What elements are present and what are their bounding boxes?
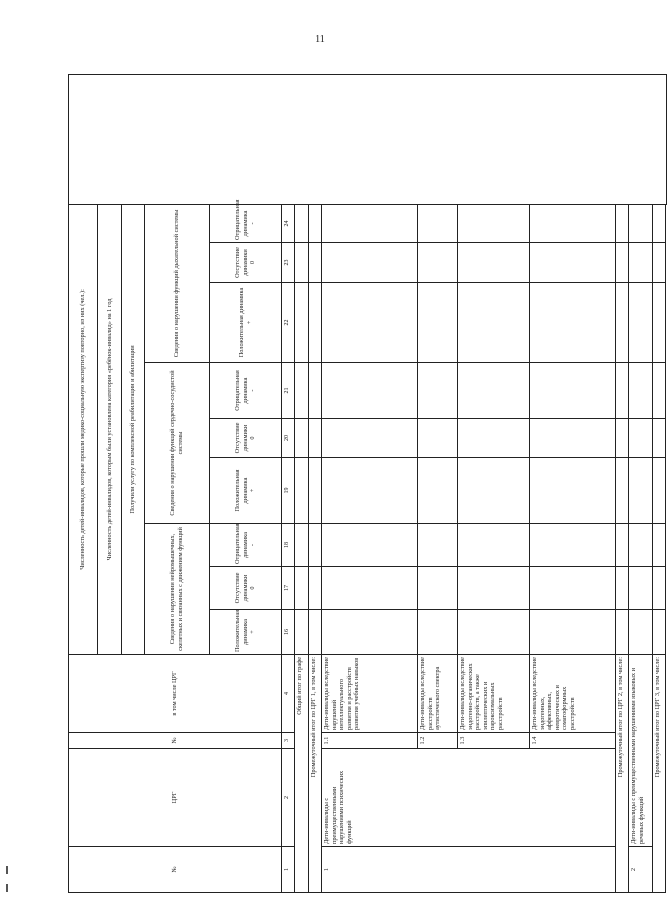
header-title-main: Численность детей-инвалидов, которые прошли медико-социальную экспертизу повторно, из них (чел.): [69, 204, 98, 654]
header-group-cardiovascular: Сведения о нарушении функций сердечно-сосудистой системы [145, 363, 210, 524]
row-1-4-number: 1.4 [530, 733, 616, 749]
row-1-3-number: 1.3 [458, 733, 530, 749]
header-group-neuromuscular: Сведения о нарушении нейромышечных, скелетных и связанных с движением функций [145, 524, 210, 655]
dyn-neg-label: Отрицательная динамика [234, 199, 249, 240]
page-number: 11 [315, 34, 325, 45]
data-cell [653, 524, 666, 567]
data-cell [616, 204, 629, 242]
rotated-page-area [68, 75, 661, 893]
data-cell [295, 458, 309, 524]
data-cell [653, 363, 666, 419]
header-dyn-zero-3 [210, 243, 282, 283]
dyn-neg-sign: - [249, 222, 257, 225]
column-number: 22 [282, 283, 295, 363]
data-cell [309, 204, 322, 242]
form-table [68, 74, 667, 893]
data-cell [418, 243, 458, 283]
row-1-2-number: 1.2 [418, 733, 458, 749]
dyn-zero-label: Отсутствие динамики [234, 572, 249, 604]
row-1-3-text: Дети-инвалиды вследствие эндогенно-органических расстройств, а также эпилептических и пароксизмальных расстройств [458, 655, 530, 733]
data-cell [653, 610, 666, 655]
data-cell [629, 610, 653, 655]
data-cell [616, 458, 629, 524]
row-1-1-number: 1.1 [322, 733, 418, 749]
data-cell [530, 524, 616, 567]
data-cell [629, 283, 653, 363]
dyn-zero-sign: 0 [249, 586, 257, 590]
data-cell [458, 243, 530, 283]
data-cell [653, 283, 666, 363]
data-cell [530, 419, 616, 458]
data-cell [309, 567, 322, 610]
data-cell [458, 363, 530, 419]
header-dyn-neg-1 [210, 524, 282, 567]
dyn-pos-sign: + [249, 488, 257, 493]
data-cell [653, 204, 666, 242]
data-cell [295, 524, 309, 567]
header-title-sub: Численность детей-инвалидов, которым были установлена категория «ребёнок-инвалид» на 1 год [98, 204, 122, 654]
total-row-label: Общий итог по графе [295, 655, 309, 893]
header-dyn-neg-3 [210, 199, 282, 242]
data-cell [322, 458, 418, 524]
data-cell [530, 363, 616, 419]
data-cell [322, 363, 418, 419]
data-cell [322, 243, 418, 283]
data-cell [616, 283, 629, 363]
data-cell [418, 524, 458, 567]
data-cell [295, 567, 309, 610]
column-number: 23 [282, 243, 295, 283]
dyn-pos-label: Положительная динамика [234, 609, 249, 652]
header-dyn-zero-2 [210, 419, 282, 458]
data-cell [629, 243, 653, 283]
column-number: 18 [282, 524, 295, 567]
dyn-neg-label: Отрицательная динамика [234, 370, 249, 411]
rotated-table-wrapper [68, 75, 661, 893]
data-cell [629, 363, 653, 419]
data-cell [629, 204, 653, 242]
data-cell [309, 610, 322, 655]
header-group-respiratory: Сведения о нарушении функций дыхательной системы [145, 204, 210, 362]
dyn-pos-label: Положительная динамика [234, 469, 249, 512]
header-col-crg: ЦРГ [69, 749, 282, 847]
column-number: 21 [282, 363, 295, 419]
data-cell [616, 419, 629, 458]
data-cell [418, 204, 458, 242]
column-number: 19 [282, 458, 295, 524]
data-cell [458, 458, 530, 524]
dyn-pos-sign: + [249, 630, 257, 634]
data-cell [418, 283, 458, 363]
header-dyn-pos-1 [210, 610, 282, 655]
data-cell [295, 243, 309, 283]
header-dyn-zero-1 [210, 567, 282, 610]
column-number: 4 [282, 655, 295, 733]
data-cell [322, 567, 418, 610]
dyn-pos-label: Положительная динамика [237, 287, 245, 358]
data-cell [530, 610, 616, 655]
data-cell [309, 283, 322, 363]
header-dyn-neg-2 [210, 363, 282, 419]
data-cell [530, 458, 616, 524]
column-number: 24 [282, 204, 295, 242]
column-number: 20 [282, 419, 295, 458]
data-cell [653, 458, 666, 524]
data-cell [295, 363, 309, 419]
data-cell [616, 363, 629, 419]
data-cell [616, 610, 629, 655]
column-number: 1 [282, 847, 295, 893]
header-dyn-pos-3 [210, 283, 282, 363]
data-cell [309, 524, 322, 567]
crg2-name: Дети-инвалиды с преимущественными нарушениями языковых и речевых функций [629, 655, 653, 847]
data-cell [309, 243, 322, 283]
header-title-sub2: Получили услугу по комплексной реабилитации и абилитации [122, 204, 145, 654]
crg1-name: Дети-инвалиды с преимущественными нарушениями психических функций [322, 749, 616, 847]
crg2-number: 2 [629, 847, 653, 893]
data-cell [629, 419, 653, 458]
data-cell [295, 419, 309, 458]
data-cell [629, 567, 653, 610]
spacer [666, 204, 667, 892]
data-cell [458, 204, 530, 242]
data-cell [616, 567, 629, 610]
data-cell [295, 610, 309, 655]
dyn-neg-label: Отрицательная динамика [234, 523, 249, 564]
data-cell [653, 419, 666, 458]
row-1-1-text: Дети-инвалиды вследствие нарушений интеллектуального развития и расстройств развития учебных навыков [322, 655, 418, 733]
data-cell [458, 524, 530, 567]
data-cell [322, 204, 418, 242]
data-cell [653, 567, 666, 610]
data-cell [322, 610, 418, 655]
dyn-zero-sign: 0 [249, 436, 257, 440]
header-dyn-pos-2 [210, 458, 282, 524]
data-cell [530, 567, 616, 610]
dyn-pos-sign: + [245, 320, 253, 325]
subtotal-crg1-label: Промежуточный итог по ЦРГ 1, в том числе: [309, 655, 322, 893]
column-number: 3 [282, 733, 295, 749]
dyn-zero-label: Отсутствие динамики [234, 422, 249, 454]
row-1-4-text: Дети-инвалиды вследствие эндогенных, аффективных, невротических и соматоформных расстройств [530, 655, 616, 733]
dyn-neg-sign: - [249, 543, 257, 547]
data-cell [530, 243, 616, 283]
data-cell [309, 419, 322, 458]
subtotal-crg3-label: Промежуточный итог по ЦРГ 3, в том числе: [653, 655, 666, 893]
data-cell [653, 243, 666, 283]
data-cell [322, 419, 418, 458]
data-cell [616, 243, 629, 283]
row-1-2-text: Дети-инвалиды вследствие расстройств аутистического спектра [418, 655, 458, 733]
punch-mark-bottom [6, 884, 8, 892]
data-cell [309, 458, 322, 524]
data-cell [418, 567, 458, 610]
dyn-neg-sign: - [249, 389, 257, 392]
data-cell [295, 204, 309, 242]
data-cell [418, 363, 458, 419]
dyn-zero-sign: 0 [249, 260, 257, 265]
data-cell [629, 458, 653, 524]
data-cell [322, 524, 418, 567]
data-cell [530, 283, 616, 363]
data-cell [458, 567, 530, 610]
data-cell [309, 363, 322, 419]
right-margin-column [69, 74, 667, 204]
data-cell [530, 204, 616, 242]
data-cell [616, 524, 629, 567]
punch-mark-top [6, 866, 8, 874]
column-number: 16 [282, 610, 295, 655]
data-cell [418, 610, 458, 655]
data-cell [295, 283, 309, 363]
subtotal-crg2-label: Промежуточный итог по ЦРГ 2, в том числе: [616, 655, 629, 893]
header-col-sub-no: № [69, 733, 282, 749]
data-cell [418, 419, 458, 458]
data-cell [458, 283, 530, 363]
dyn-zero-label: Отсутствие динамики [234, 247, 249, 278]
data-cell [458, 419, 530, 458]
column-number: 17 [282, 567, 295, 610]
data-cell [322, 283, 418, 363]
header-col-sub-crg: в том числе ЦРГ [69, 655, 282, 733]
column-number: 2 [282, 749, 295, 847]
data-cell [458, 610, 530, 655]
data-cell [418, 458, 458, 524]
data-cell [629, 524, 653, 567]
header-col-no: № [69, 847, 282, 893]
crg1-number: 1 [322, 847, 616, 893]
